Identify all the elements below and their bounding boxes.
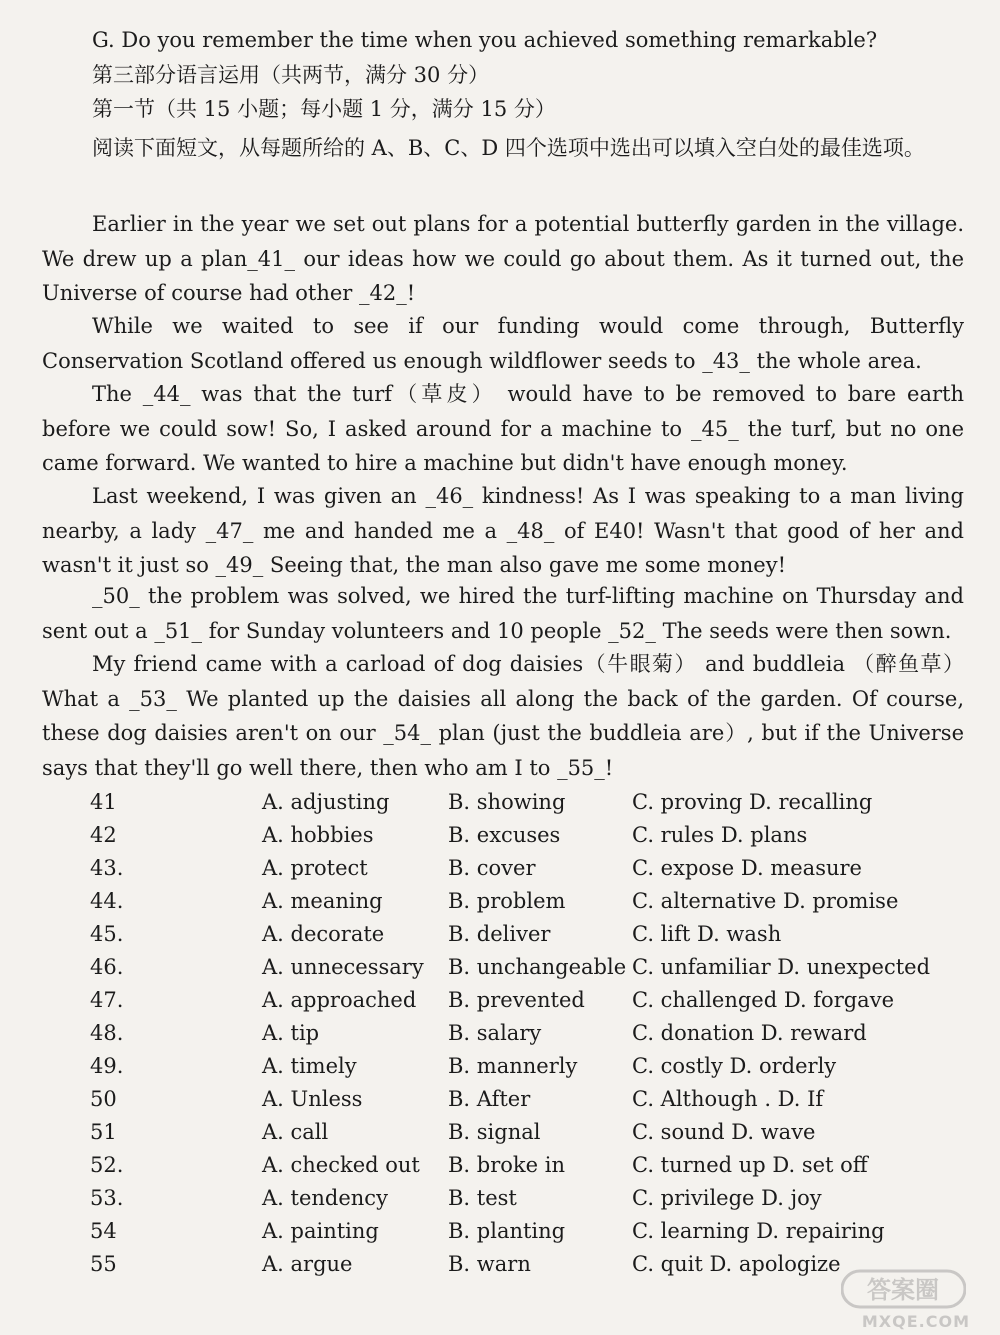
watermark-site: MXQE.COM (861, 1312, 970, 1331)
passage-paragraph-4: Last weekend, I was given an _46_ kindness! As I was speaking to a man living nearby, a lady _47_ me and handed me a _48_ of E40! Wasn't that good of her and wasn't it just so _49_ Seeing that, the man also gave me some money! (42, 484, 964, 577)
option-row: 50 A. Unless B. After C. Although . D. If (90, 1087, 824, 1111)
option-row: 49. A. timely B. mannerly C. costly D. orderly (90, 1054, 837, 1078)
instruction: 阅读下面短文，从每题所给的 A、B、C、D 四个选项中选出可以填入空白处的最佳选项。 (92, 136, 925, 160)
option-row: 46. A. unnecessary B. unchangeable C. unfamiliar D. unexpected (90, 955, 931, 979)
option-row: 41 A. adjusting B. showing C. proving D. recalling (90, 790, 873, 814)
option-row: 55 A. argue B. warn C. quit D. apologize (90, 1252, 841, 1276)
passage-paragraph-3: The _44_ was that the turf（草皮） would have to be removed to bare earth before we could sow! So, I asked around for a machine to _45_ the turf, but no one came forward. We wanted to hire a machine but didn't have enough money. (42, 382, 964, 475)
passage-paragraph-1: Earlier in the year we set out plans for a potential butterfly garden in the village. We drew up a plan_41_ our ideas how we could go about them. As it turned out, the Universe of course had other _42_! (42, 212, 964, 305)
option-row: 48. A. tip B. salary C. donation D. reward (90, 1021, 867, 1045)
question-g: G. Do you remember the time when you achieved something remarkable? (92, 28, 878, 52)
option-row: 42 A. hobbies B. excuses C. rules D. plans (90, 823, 808, 847)
option-row: 45. A. decorate B. deliver C. lift D. wash (90, 922, 782, 946)
option-row: 53. A. tendency B. test C. privilege D. joy (90, 1186, 822, 1210)
option-row: 51 A. call B. signal C. sound D. wave (90, 1120, 816, 1144)
passage-paragraph-6: My friend came with a carload of dog daisies（牛眼菊） and buddleia （醉鱼草） What a _53_ We planted up the daisies all along the back of the garden. Of course, these dog daisies aren't on our _54_ plan (just the buddleia are）, but if the Universe says that they'll go well there, then who am I to _55_! (42, 652, 964, 780)
part-three-heading: 第三部分语言运用（共两节，满分 30 分） (92, 63, 490, 87)
passage-paragraph-2: While we waited to see if our funding would come through, Butterfly Conservation Scotland offered us enough wildflower seeds to _43_ the whole area. (42, 314, 964, 373)
option-row: 47. A. approached B. prevented C. challenged D. forgave (90, 988, 894, 1012)
watermark-logo-icon (841, 1269, 966, 1309)
watermark-logo-text: 答案圈 (867, 1276, 939, 1304)
section-one-heading: 第一节（共 15 小题；每小题 1 分，满分 15 分） (92, 97, 556, 121)
option-row: 44. A. meaning B. problem C. alternative D. promise (90, 889, 899, 913)
option-row: 43. A. protect B. cover C. expose D. measure (90, 856, 862, 880)
option-row: 54 A. painting B. planting C. learning D. repairing (90, 1219, 885, 1243)
watermark (826, 1269, 976, 1331)
option-row: 52. A. checked out B. broke in C. turned up D. set off (90, 1153, 868, 1177)
passage-paragraph-5: _50_ the problem was solved, we hired the turf-lifting machine on Thursday and sent out a _51_ for Sunday volunteers and 10 people _52_ The seeds were then sown. (42, 584, 964, 643)
